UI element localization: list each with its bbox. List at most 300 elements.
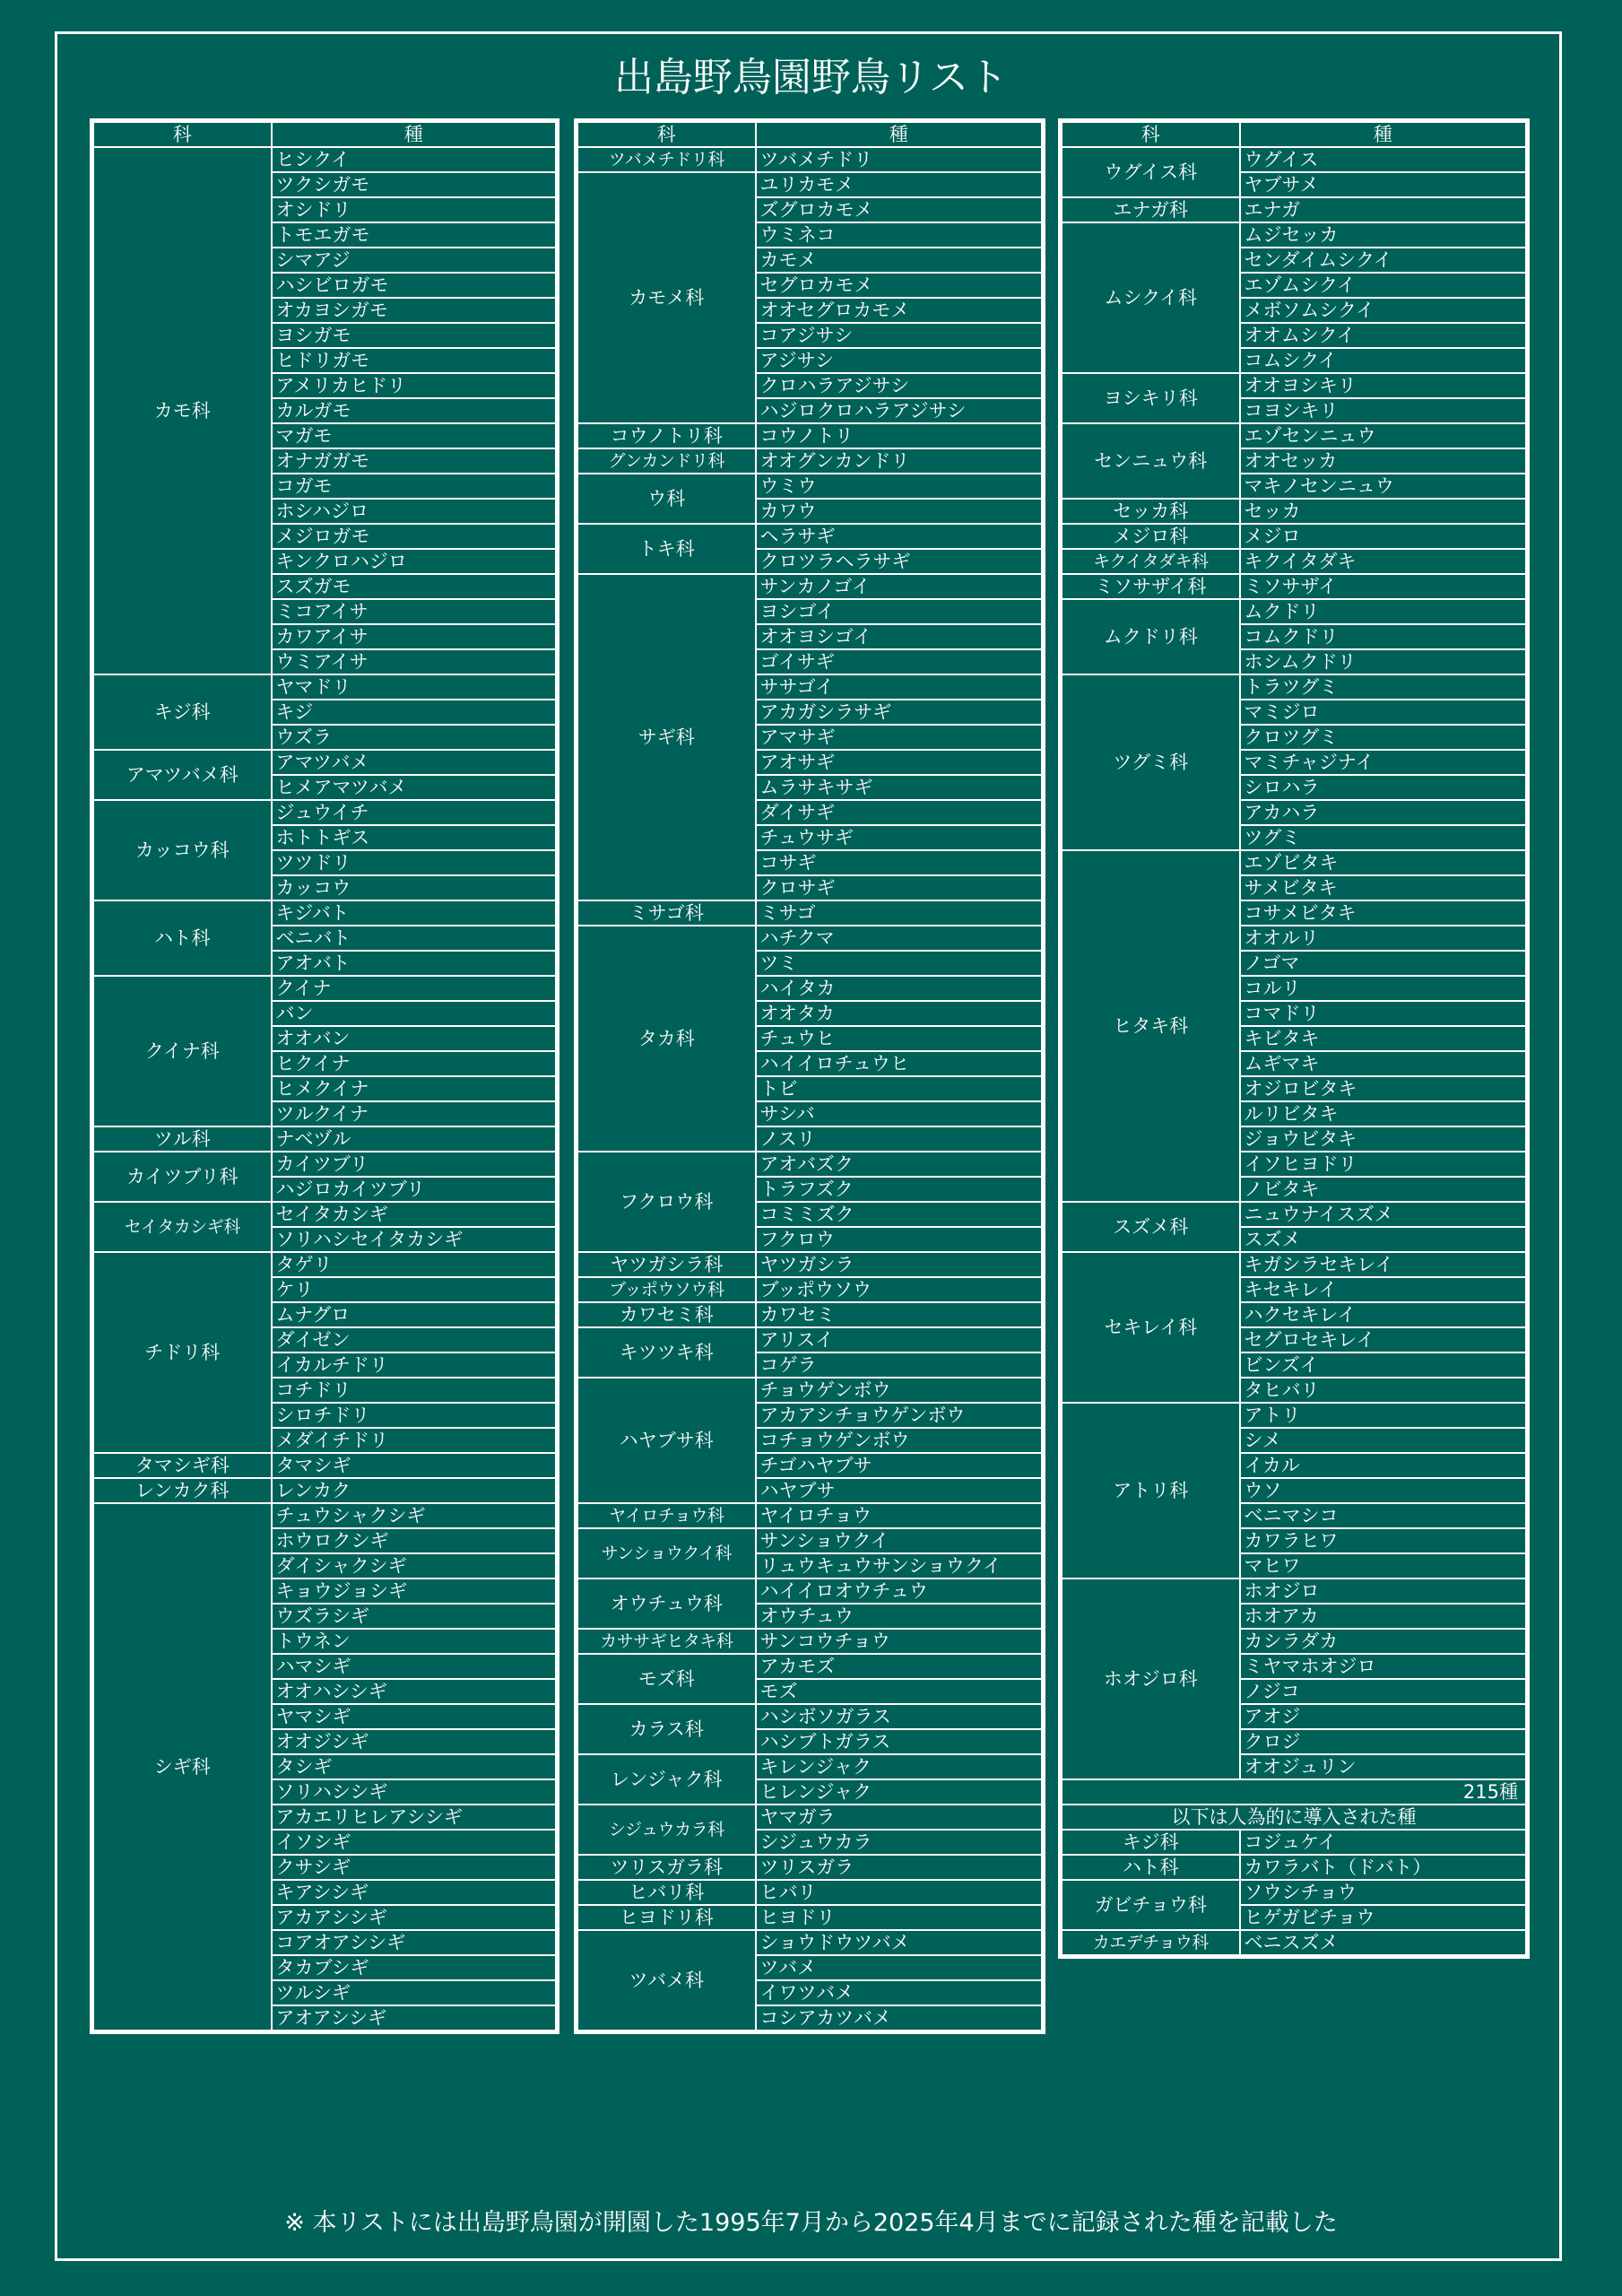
species-cell: タシギ bbox=[272, 1754, 558, 1779]
species-cell: クサシギ bbox=[272, 1855, 558, 1880]
species-cell: イワツバメ bbox=[756, 1980, 1044, 2005]
species-cell: ツミ bbox=[756, 951, 1044, 976]
table-row bbox=[92, 1126, 558, 1152]
species-cell: コミミズク bbox=[756, 1202, 1044, 1227]
species-cell: キクイタダキ bbox=[1240, 549, 1528, 574]
species-cell: アカアシチョウゲンボウ bbox=[756, 1403, 1044, 1428]
species-cell: サシバ bbox=[756, 1101, 1044, 1126]
species-cell: ヘラサギ bbox=[756, 524, 1044, 549]
species-cell: ホシハジロ bbox=[272, 499, 558, 524]
table-row bbox=[577, 172, 1044, 197]
total-row bbox=[1061, 1779, 1528, 1805]
species-cell: コマドリ bbox=[1240, 1001, 1528, 1026]
family-cell: ヨシキリ科 bbox=[1061, 373, 1240, 423]
family-cell: トキ科 bbox=[577, 524, 756, 574]
species-cell: ヒメアマツバメ bbox=[272, 775, 558, 800]
table-row bbox=[92, 147, 558, 172]
family-cell: カッコウ科 bbox=[92, 800, 272, 900]
species-cell: マヒワ bbox=[1240, 1553, 1528, 1578]
species-cell: ウミアイサ bbox=[272, 649, 558, 674]
family-cell: エナガ科 bbox=[1061, 197, 1240, 222]
family-cell: スズメ科 bbox=[1061, 1202, 1240, 1252]
species-cell: サンコウチョウ bbox=[756, 1629, 1044, 1654]
species-cell: ソリハシセイタカシギ bbox=[272, 1227, 558, 1252]
species-cell: オオグンカンドリ bbox=[756, 448, 1044, 474]
species-cell: イカルチドリ bbox=[272, 1352, 558, 1378]
species-cell: アオアシシギ bbox=[272, 2005, 558, 2032]
species-cell: エゾセンニュウ bbox=[1240, 423, 1528, 448]
family-header: 科 bbox=[1061, 121, 1240, 148]
species-cell: クロジ bbox=[1240, 1729, 1528, 1754]
species-cell: ツツドリ bbox=[272, 850, 558, 875]
family-cell: タカ科 bbox=[577, 926, 756, 1152]
species-cell: ヒバリ bbox=[756, 1880, 1044, 1905]
family-cell: ツル科 bbox=[92, 1126, 272, 1152]
species-cell: メジロガモ bbox=[272, 524, 558, 549]
species-cell: ダイシャクシギ bbox=[272, 1553, 558, 1578]
species-cell: ベニバト bbox=[272, 926, 558, 951]
species-cell: ヨシガモ bbox=[272, 323, 558, 348]
species-cell: ハクセキレイ bbox=[1240, 1302, 1528, 1327]
species-cell: ホトトギス bbox=[272, 825, 558, 850]
table-row bbox=[92, 1252, 558, 1277]
species-cell: カモメ bbox=[756, 248, 1044, 273]
species-cell: シロハラ bbox=[1240, 775, 1528, 800]
species-cell: オオヨシゴイ bbox=[756, 624, 1044, 649]
species-cell: クロハラアジサシ bbox=[756, 373, 1044, 398]
species-cell: セグロカモメ bbox=[756, 273, 1044, 298]
family-cell: キジ科 bbox=[92, 674, 272, 750]
species-cell: アマサギ bbox=[756, 725, 1044, 750]
table-row bbox=[577, 1704, 1044, 1729]
species-cell: トラフズク bbox=[756, 1177, 1044, 1202]
species-cell: ハジロカイツブリ bbox=[272, 1177, 558, 1202]
species-cell: コサメビタキ bbox=[1240, 900, 1528, 926]
species-header: 種 bbox=[272, 121, 558, 148]
species-cell: エゾビタキ bbox=[1240, 850, 1528, 875]
species-cell: ジュウイチ bbox=[272, 800, 558, 825]
family-cell: カモ科 bbox=[92, 147, 272, 674]
species-cell: ウミネコ bbox=[756, 222, 1044, 248]
family-cell: キクイタダキ科 bbox=[1061, 549, 1240, 574]
species-cell: チュウシャクシギ bbox=[272, 1503, 558, 1528]
table-row bbox=[577, 1152, 1044, 1177]
species-cell: ムギマキ bbox=[1240, 1051, 1528, 1076]
species-cell: コルリ bbox=[1240, 976, 1528, 1001]
family-cell: ムクドリ科 bbox=[1061, 599, 1240, 674]
species-cell: シメ bbox=[1240, 1428, 1528, 1453]
species-cell: ミサゴ bbox=[756, 900, 1044, 926]
family-cell: ハト科 bbox=[92, 900, 272, 976]
species-cell: ナベヅル bbox=[272, 1126, 558, 1152]
species-cell: ヤマドリ bbox=[272, 674, 558, 700]
species-cell: マガモ bbox=[272, 423, 558, 448]
species-cell: ミヤマホオジロ bbox=[1240, 1654, 1528, 1679]
species-cell: コチドリ bbox=[272, 1378, 558, 1403]
species-cell: トビ bbox=[756, 1076, 1044, 1101]
table-row bbox=[92, 800, 558, 825]
species-cell: ヨシゴイ bbox=[756, 599, 1044, 624]
species-cell: キアシシギ bbox=[272, 1880, 558, 1905]
species-cell: オカヨシガモ bbox=[272, 298, 558, 323]
species-cell: シロチドリ bbox=[272, 1403, 558, 1428]
family-cell: ツバメチドリ科 bbox=[577, 147, 756, 172]
species-cell: ビンズイ bbox=[1240, 1352, 1528, 1378]
table-row bbox=[577, 1805, 1044, 1830]
species-cell: チョウゲンボウ bbox=[756, 1378, 1044, 1403]
species-cell: エゾムシクイ bbox=[1240, 273, 1528, 298]
species-cell: サメビタキ bbox=[1240, 875, 1528, 900]
species-cell: ノビタキ bbox=[1240, 1177, 1528, 1202]
species-cell: ヤマガラ bbox=[756, 1805, 1044, 1830]
species-cell: マミチャジナイ bbox=[1240, 750, 1528, 775]
table-row bbox=[577, 1302, 1044, 1327]
species-cell: ヒゲガビチョウ bbox=[1240, 1905, 1528, 1930]
table-row bbox=[1061, 499, 1528, 524]
species-cell: コシアカツバメ bbox=[756, 2005, 1044, 2032]
species-cell: ウグイス bbox=[1240, 147, 1528, 172]
family-cell: サンショウクイ科 bbox=[577, 1528, 756, 1578]
species-cell: ハチクマ bbox=[756, 926, 1044, 951]
table-row bbox=[1061, 1403, 1528, 1428]
species-cell: ダイゼン bbox=[272, 1327, 558, 1352]
table-row bbox=[1061, 1855, 1528, 1880]
species-cell: ソウシチョウ bbox=[1240, 1880, 1528, 1905]
species-cell: ノスリ bbox=[756, 1126, 1044, 1152]
species-cell: ヒレンジャク bbox=[756, 1779, 1044, 1805]
species-header: 種 bbox=[756, 121, 1044, 148]
species-cell: オオルリ bbox=[1240, 926, 1528, 951]
species-cell: アオジ bbox=[1240, 1704, 1528, 1729]
introduced-heading-row bbox=[1061, 1805, 1528, 1830]
species-cell: ゴイサギ bbox=[756, 649, 1044, 674]
species-cell: タゲリ bbox=[272, 1252, 558, 1277]
bird-list-table-3 bbox=[1058, 118, 1530, 1959]
family-cell: カエデチョウ科 bbox=[1061, 1930, 1240, 1957]
family-cell: グンカンドリ科 bbox=[577, 448, 756, 474]
species-cell: ウズラ bbox=[272, 725, 558, 750]
species-cell: ヒメクイナ bbox=[272, 1076, 558, 1101]
family-cell: ヒタキ科 bbox=[1061, 850, 1240, 1202]
species-cell: ベニマシコ bbox=[1240, 1503, 1528, 1528]
species-cell: アカモズ bbox=[756, 1654, 1044, 1679]
species-cell: シジュウカラ bbox=[756, 1830, 1044, 1855]
family-cell: レンカク科 bbox=[92, 1478, 272, 1503]
family-cell: ヤイロチョウ科 bbox=[577, 1503, 756, 1528]
species-cell: セグロセキレイ bbox=[1240, 1327, 1528, 1352]
species-cell: クイナ bbox=[272, 976, 558, 1001]
species-cell: ハシビロガモ bbox=[272, 273, 558, 298]
species-cell: ツグミ bbox=[1240, 825, 1528, 850]
family-cell: ウ科 bbox=[577, 474, 756, 524]
species-cell: ホシムクドリ bbox=[1240, 649, 1528, 674]
species-cell: オオセグロカモメ bbox=[756, 298, 1044, 323]
species-cell: サンカノゴイ bbox=[756, 574, 1044, 599]
species-cell: チュウサギ bbox=[756, 825, 1044, 850]
species-cell: オオタカ bbox=[756, 1001, 1044, 1026]
table-row bbox=[1061, 222, 1528, 248]
species-cell: アオバズク bbox=[756, 1152, 1044, 1177]
table-row bbox=[1061, 373, 1528, 398]
species-cell: ミコアイサ bbox=[272, 599, 558, 624]
species-cell: ケリ bbox=[272, 1277, 558, 1302]
table-row bbox=[577, 1277, 1044, 1302]
species-cell: シマアジ bbox=[272, 248, 558, 273]
species-cell: カワウ bbox=[756, 499, 1044, 524]
species-cell: カワラヒワ bbox=[1240, 1528, 1528, 1553]
species-cell: ヤマシギ bbox=[272, 1704, 558, 1729]
species-cell: ツバメチドリ bbox=[756, 147, 1044, 172]
table-row bbox=[1061, 1202, 1528, 1227]
table-row bbox=[1061, 197, 1528, 222]
table-row bbox=[577, 1855, 1044, 1880]
family-cell: ハヤブサ科 bbox=[577, 1378, 756, 1503]
species-cell: キンクロハジロ bbox=[272, 549, 558, 574]
table-row bbox=[1061, 850, 1528, 875]
table-row bbox=[1061, 1252, 1528, 1277]
species-cell: オオバン bbox=[272, 1026, 558, 1051]
table-row bbox=[577, 1578, 1044, 1604]
species-cell: オナガガモ bbox=[272, 448, 558, 474]
family-cell: ツグミ科 bbox=[1061, 674, 1240, 850]
table-row bbox=[577, 1528, 1044, 1553]
family-cell: シギ科 bbox=[92, 1503, 272, 2032]
species-cell: セイタカシギ bbox=[272, 1202, 558, 1227]
species-cell: コチョウゲンボウ bbox=[756, 1428, 1044, 1453]
species-cell: アトリ bbox=[1240, 1403, 1528, 1428]
species-cell: キョウジョシギ bbox=[272, 1578, 558, 1604]
species-cell: カルガモ bbox=[272, 398, 558, 423]
species-cell: セッカ bbox=[1240, 499, 1528, 524]
header-row bbox=[1061, 121, 1528, 148]
family-cell: ムシクイ科 bbox=[1061, 222, 1240, 373]
family-cell: カササギヒタキ科 bbox=[577, 1629, 756, 1654]
bird-list-table-2 bbox=[574, 118, 1045, 2034]
species-cell: ウズラシギ bbox=[272, 1604, 558, 1629]
species-cell: ムラサキサギ bbox=[756, 775, 1044, 800]
table-row bbox=[92, 976, 558, 1001]
species-cell: リュウキュウサンショウクイ bbox=[756, 1553, 1044, 1578]
species-cell: モズ bbox=[756, 1679, 1044, 1704]
family-cell: ブッポウソウ科 bbox=[577, 1277, 756, 1302]
family-cell: アトリ科 bbox=[1061, 1403, 1240, 1578]
species-cell: アカエリヒレアシシギ bbox=[272, 1805, 558, 1830]
species-cell: コガモ bbox=[272, 474, 558, 499]
family-cell: ガビチョウ科 bbox=[1061, 1880, 1240, 1930]
table-row bbox=[92, 900, 558, 926]
species-cell: トラツグミ bbox=[1240, 674, 1528, 700]
species-cell: ヒドリガモ bbox=[272, 348, 558, 373]
species-cell: コムクドリ bbox=[1240, 624, 1528, 649]
species-cell: ムナグロ bbox=[272, 1302, 558, 1327]
family-cell: セキレイ科 bbox=[1061, 1252, 1240, 1403]
species-cell: タヒバリ bbox=[1240, 1378, 1528, 1403]
table-row bbox=[1061, 524, 1528, 549]
species-cell: タカブシギ bbox=[272, 1955, 558, 1980]
family-cell: コウノトリ科 bbox=[577, 423, 756, 448]
family-cell: カラス科 bbox=[577, 1704, 756, 1754]
species-cell: サンショウクイ bbox=[756, 1528, 1044, 1553]
family-cell: ヒバリ科 bbox=[577, 1880, 756, 1905]
table-row bbox=[1061, 423, 1528, 448]
species-cell: ブッポウソウ bbox=[756, 1277, 1044, 1302]
species-cell: ダイサギ bbox=[756, 800, 1044, 825]
species-cell: センダイムシクイ bbox=[1240, 248, 1528, 273]
species-cell: キセキレイ bbox=[1240, 1277, 1528, 1302]
family-header: 科 bbox=[577, 121, 756, 148]
species-cell: ニュウナイスズメ bbox=[1240, 1202, 1528, 1227]
species-cell: ツルシギ bbox=[272, 1980, 558, 2005]
species-cell: カッコウ bbox=[272, 875, 558, 900]
family-cell: ミソサザイ科 bbox=[1061, 574, 1240, 599]
footnote: ※ 本リストには出島野鳥園が開園した1995年7月から2025年4月までに記録された種を記載した bbox=[284, 2209, 1338, 2237]
family-cell: ミサゴ科 bbox=[577, 900, 756, 926]
species-cell: ハシボソガラス bbox=[756, 1704, 1044, 1729]
table-row bbox=[92, 750, 558, 775]
bird-list-table-1 bbox=[90, 118, 559, 2034]
species-cell: スズメ bbox=[1240, 1227, 1528, 1252]
table-row bbox=[577, 1754, 1044, 1779]
family-cell: カモメ科 bbox=[577, 172, 756, 423]
species-cell: ツバメ bbox=[756, 1955, 1044, 1980]
family-cell: フクロウ科 bbox=[577, 1152, 756, 1252]
page-title: 出島野鳥園野鳥リスト bbox=[613, 55, 1009, 100]
species-cell: オオムシクイ bbox=[1240, 323, 1528, 348]
species-cell: ハイイロオウチュウ bbox=[756, 1578, 1044, 1604]
species-cell: ホオジロ bbox=[1240, 1578, 1528, 1604]
family-cell: ハト科 bbox=[1061, 1855, 1240, 1880]
species-cell: コサギ bbox=[756, 850, 1044, 875]
species-cell: オオハシシギ bbox=[272, 1679, 558, 1704]
species-cell: オオジシギ bbox=[272, 1729, 558, 1754]
species-cell: オシドリ bbox=[272, 197, 558, 222]
table-row bbox=[577, 147, 1044, 172]
species-cell: タマシギ bbox=[272, 1453, 558, 1478]
table-row bbox=[577, 423, 1044, 448]
species-cell: アリスイ bbox=[756, 1327, 1044, 1352]
table-row bbox=[1061, 1930, 1528, 1957]
species-cell: コムシクイ bbox=[1240, 348, 1528, 373]
species-cell: ムクドリ bbox=[1240, 599, 1528, 624]
table-row bbox=[92, 1478, 558, 1503]
species-cell: ヤツガシラ bbox=[756, 1252, 1044, 1277]
species-cell: スズガモ bbox=[272, 574, 558, 599]
species-cell: カワセミ bbox=[756, 1302, 1044, 1327]
species-cell: ヒヨドリ bbox=[756, 1905, 1044, 1930]
species-cell: オオヨシキリ bbox=[1240, 373, 1528, 398]
species-cell: ツリスガラ bbox=[756, 1855, 1044, 1880]
species-cell: オオセッカ bbox=[1240, 448, 1528, 474]
species-cell: ソリハシシギ bbox=[272, 1779, 558, 1805]
species-cell: ユリカモメ bbox=[756, 172, 1044, 197]
species-cell: ルリビタキ bbox=[1240, 1101, 1528, 1126]
table-row bbox=[92, 1202, 558, 1227]
family-cell: レンジャク科 bbox=[577, 1754, 756, 1805]
species-cell: イカル bbox=[1240, 1453, 1528, 1478]
table-row bbox=[92, 1152, 558, 1177]
species-cell: コゲラ bbox=[756, 1352, 1044, 1378]
species-cell: ノジコ bbox=[1240, 1679, 1528, 1704]
species-cell: イソシギ bbox=[272, 1830, 558, 1855]
species-cell: キレンジャク bbox=[756, 1754, 1044, 1779]
table-row bbox=[577, 1930, 1044, 1955]
species-cell: アカハラ bbox=[1240, 800, 1528, 825]
table-row bbox=[92, 674, 558, 700]
species-cell: ツルクイナ bbox=[272, 1101, 558, 1126]
species-cell: ホオアカ bbox=[1240, 1604, 1528, 1629]
species-cell: ショウドウツバメ bbox=[756, 1930, 1044, 1955]
species-cell: ヤイロチョウ bbox=[756, 1503, 1044, 1528]
species-cell: ウソ bbox=[1240, 1478, 1528, 1503]
species-header: 種 bbox=[1240, 121, 1528, 148]
species-cell: メダイチドリ bbox=[272, 1428, 558, 1453]
species-cell: ウミウ bbox=[756, 474, 1044, 499]
table-row bbox=[1061, 574, 1528, 599]
family-cell: クイナ科 bbox=[92, 976, 272, 1126]
species-cell: アマツバメ bbox=[272, 750, 558, 775]
family-cell: セッカ科 bbox=[1061, 499, 1240, 524]
species-cell: アメリカヒドリ bbox=[272, 373, 558, 398]
species-cell: ヤブサメ bbox=[1240, 172, 1528, 197]
table-row bbox=[577, 1880, 1044, 1905]
species-cell: オウチュウ bbox=[756, 1604, 1044, 1629]
species-cell: コアオアシシギ bbox=[272, 1930, 558, 1955]
family-cell: ヤツガシラ科 bbox=[577, 1252, 756, 1277]
species-cell: トウネン bbox=[272, 1629, 558, 1654]
introduced-heading: 以下は人為的に導入された種 bbox=[1061, 1805, 1528, 1830]
table-row bbox=[577, 448, 1044, 474]
family-cell: サギ科 bbox=[577, 574, 756, 900]
table-row bbox=[577, 1252, 1044, 1277]
species-cell: イソヒヨドリ bbox=[1240, 1152, 1528, 1177]
species-cell: コヨシキリ bbox=[1240, 398, 1528, 423]
table-row bbox=[577, 574, 1044, 599]
table-row bbox=[92, 1503, 558, 1528]
species-cell: バン bbox=[272, 1001, 558, 1026]
species-cell: ベニスズメ bbox=[1240, 1930, 1528, 1957]
table-row bbox=[1061, 1578, 1528, 1604]
species-cell: キジバト bbox=[272, 900, 558, 926]
table-row bbox=[577, 1327, 1044, 1352]
family-cell: ツリスガラ科 bbox=[577, 1855, 756, 1880]
species-cell: アジサシ bbox=[756, 348, 1044, 373]
species-cell: メボソムシクイ bbox=[1240, 298, 1528, 323]
species-cell: ヒクイナ bbox=[272, 1051, 558, 1076]
family-header: 科 bbox=[92, 121, 272, 148]
species-cell: カワラバト（ドバト） bbox=[1240, 1855, 1528, 1880]
species-cell: エナガ bbox=[1240, 197, 1528, 222]
table-row bbox=[1061, 1880, 1528, 1905]
species-total: 215種 bbox=[1061, 1779, 1528, 1805]
species-cell: ハイタカ bbox=[756, 976, 1044, 1001]
species-cell: カワアイサ bbox=[272, 624, 558, 649]
species-cell: チュウヒ bbox=[756, 1026, 1044, 1051]
header-row bbox=[92, 121, 558, 148]
family-cell: センニュウ科 bbox=[1061, 423, 1240, 499]
table-row bbox=[92, 1453, 558, 1478]
species-cell: ハマシギ bbox=[272, 1654, 558, 1679]
species-cell: アオバト bbox=[272, 951, 558, 976]
species-cell: クロツグミ bbox=[1240, 725, 1528, 750]
species-cell: ハシブトガラス bbox=[756, 1729, 1044, 1754]
species-cell: トモエガモ bbox=[272, 222, 558, 248]
family-cell: モズ科 bbox=[577, 1654, 756, 1704]
family-cell: アマツバメ科 bbox=[92, 750, 272, 800]
table-row bbox=[577, 926, 1044, 951]
species-cell: キガシラセキレイ bbox=[1240, 1252, 1528, 1277]
species-cell: アカアシシギ bbox=[272, 1905, 558, 1930]
family-cell: タマシギ科 bbox=[92, 1453, 272, 1478]
